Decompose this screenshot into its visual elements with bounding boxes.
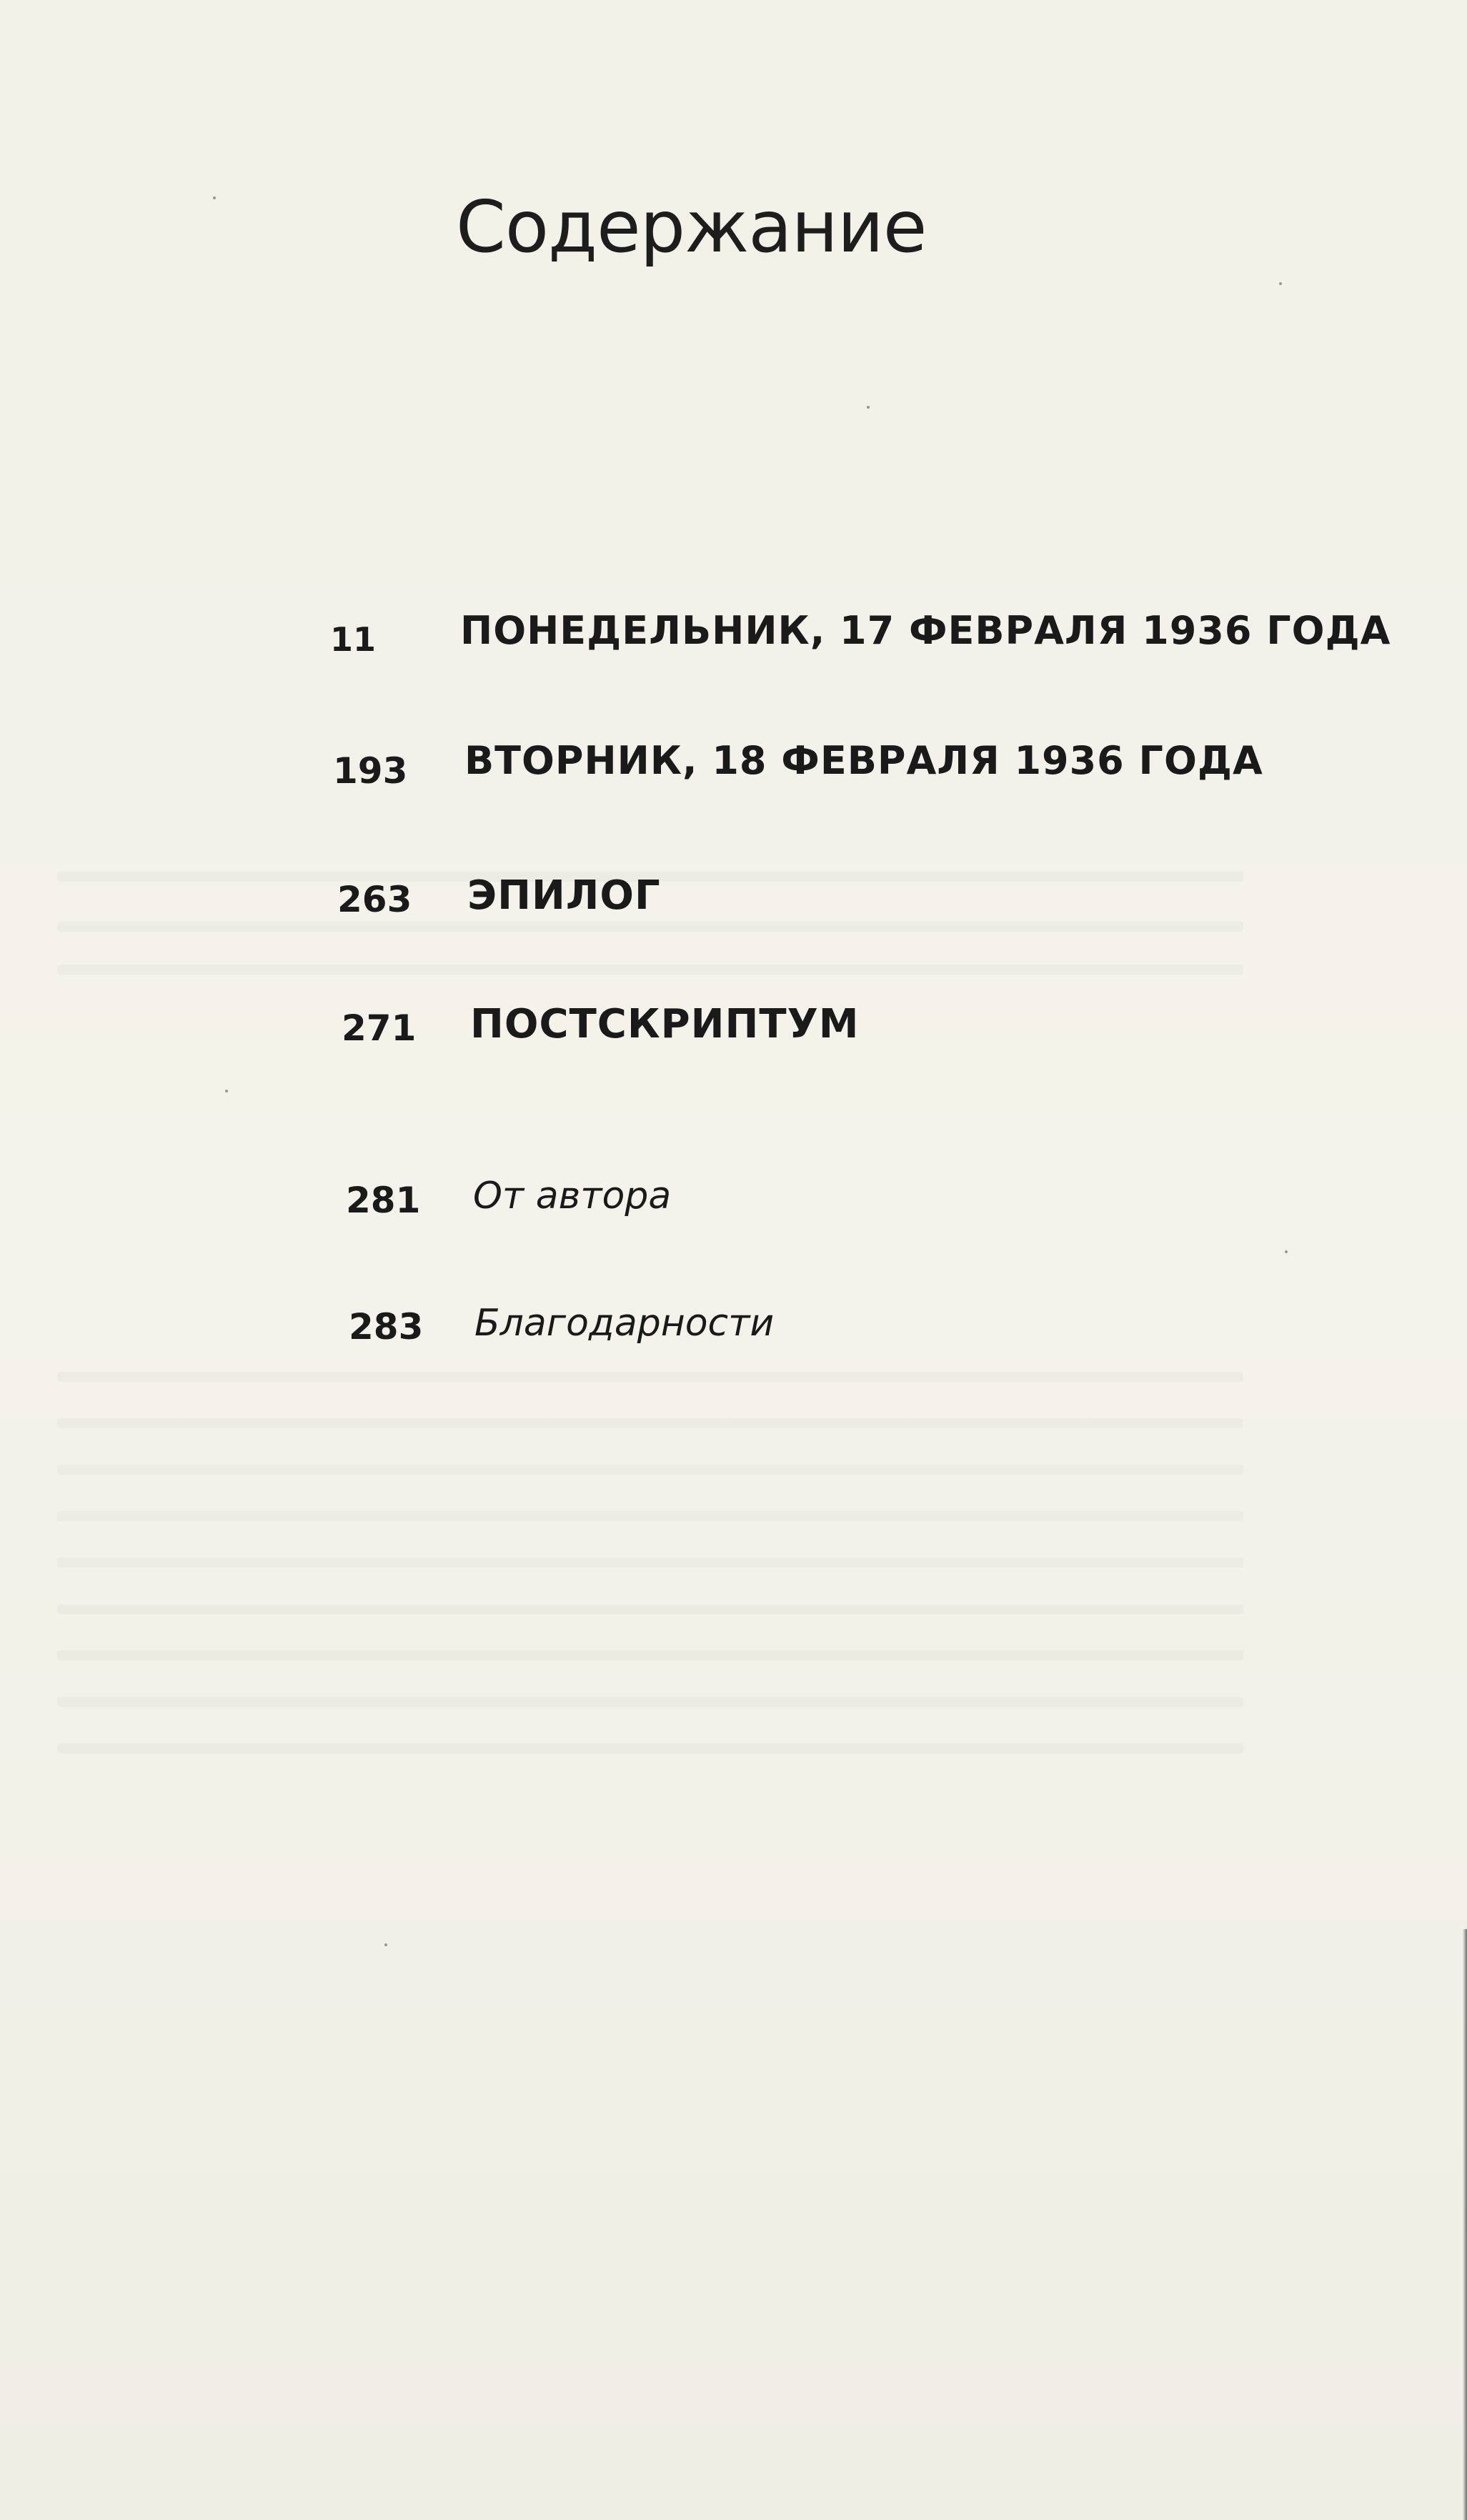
page-title: Содержание [456,185,927,269]
toc-page-number: 263 [337,879,412,920]
toc-entry-title: От автора [473,1175,672,1217]
page-edge-shadow [1463,1929,1467,2520]
toc-entry-title: Благодарности [474,1302,775,1345]
toc-page-number: 283 [349,1306,424,1348]
toc-page-number: 193 [333,750,408,792]
toc-entry-title: ПОНЕДЕЛЬНИК, 17 ФЕВРАЛЯ 1936 ГОДА [460,608,1391,653]
toc-page-number: 271 [342,1007,417,1049]
toc-entry-title: ВТОРНИК, 18 ФЕВРАЛЯ 1936 ГОДА [464,738,1263,783]
toc-entry-title: ЭПИЛОГ [467,872,661,919]
toc-entry-title: ПОСТСКРИПТУМ [470,1001,860,1047]
toc-page-number: 281 [346,1180,421,1221]
toc-page-number: 11 [330,620,377,659]
